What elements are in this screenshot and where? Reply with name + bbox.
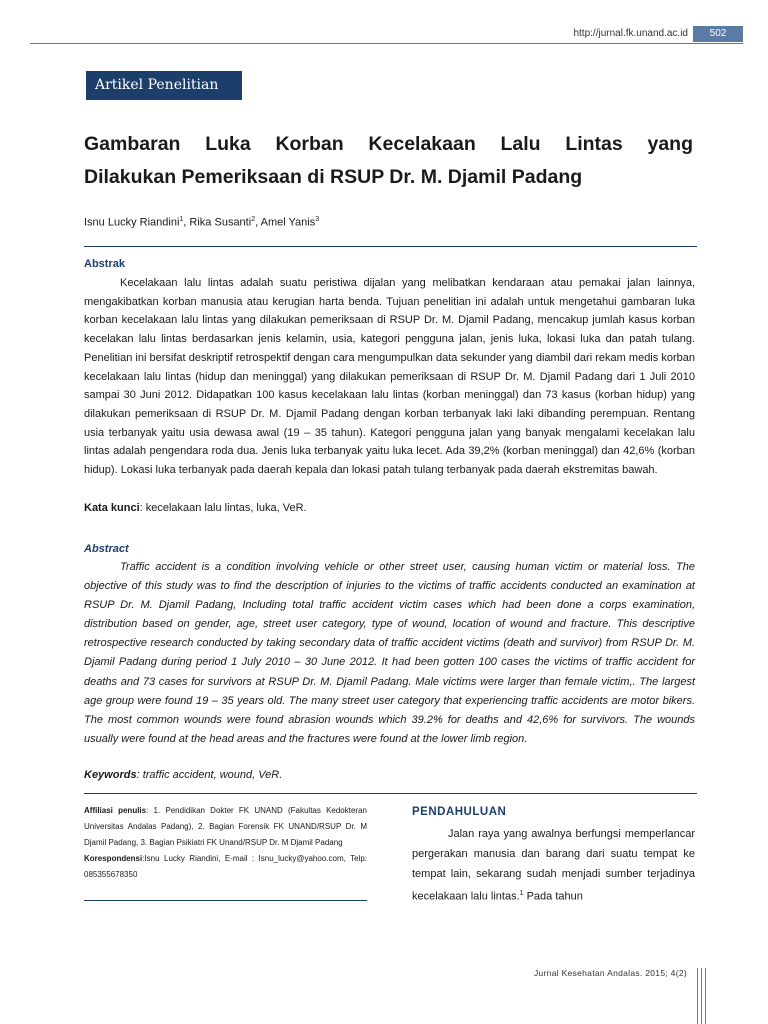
page-number-badge: 502 (693, 26, 743, 42)
pendahuluan-text-tail: Pada tahun (523, 891, 583, 904)
authors (84, 216, 319, 229)
title-line-1: Gambaran Luka Korban Kecelakaan Lalu Lintas yang (84, 133, 693, 155)
pendahuluan-text: Jalan raya yang awalnya berfungsi memperlancar pergerakan manusia dan barang dari suatu tempat ke tempat lain, sekarang sudah menjadi sumber terjadinya kecelakaan lalu lintas. (412, 828, 695, 904)
header-divider (30, 43, 743, 44)
keywords (84, 769, 282, 781)
author-name: Isnu Lucky Riandini (84, 216, 180, 229)
keywords-label: Keywords (84, 769, 137, 781)
author-name: Amel Yanis (260, 216, 316, 229)
affiliation-rule (84, 900, 367, 901)
title-line-2: Dilakukan Pemeriksaan di RSUP Dr. M. Djamil Padang (84, 166, 583, 188)
kata-kunci (84, 502, 307, 514)
author-affil-mark: 1 (179, 216, 184, 223)
pendahuluan-body (412, 825, 695, 908)
correspondence-text: :Isnu Lucky Riandini, E-mail : Isnu_lucky@yahoo.com, Telp: 085355678350 (84, 854, 367, 879)
pendahuluan-heading: PENDAHULUAN (412, 806, 507, 818)
footer-bar (697, 968, 698, 1024)
footer-bar (701, 968, 702, 1024)
keywords-values: : traffic accident, wound, VeR. (136, 769, 283, 781)
footer-bar (705, 968, 706, 1024)
author-separator: , (183, 216, 190, 229)
abstract-heading: Abstract (84, 543, 129, 555)
kata-kunci-values: : kecelakaan lalu lintas, luka, VeR. (139, 502, 307, 514)
abstrak-body (84, 274, 695, 480)
author-affil-mark: 2 (251, 216, 256, 223)
title-rule (84, 246, 697, 247)
affiliation-label: Affiliasi penulis (84, 806, 147, 815)
abstract-rule (84, 793, 697, 794)
kata-kunci-label: Kata kunci (84, 502, 140, 514)
citation-mark: 1 (519, 890, 524, 898)
journal-url[interactable]: http://jurnal.fk.unand.ac.id (573, 28, 688, 39)
affiliation-note (84, 803, 367, 883)
abstract-body (84, 558, 695, 749)
author-affil-mark: 3 (315, 216, 320, 223)
article-title (84, 128, 693, 194)
correspondence-label: Korespondensi (84, 854, 143, 863)
abstrak-paragraph: Kecelakaan lalu lintas adalah suatu peristiwa dijalan yang melibatkan kendaraan atau pemakai jalan lainnya, mengakibatkan korban manusia atau kerugian harta benda. Tujuan penelitian ini adalah untuk mengetahui gambaran luka korban kecelakaan lalu lintas yang dilakukan pemeriksaan di RSUP Dr. M. Djamil Padang, mencakup jumlah kasus korban kecelakan lalu lintas berdasarkan jenis kelamin, usia, kategori pengguna jalan, jenis luka, lokasi luka dan patah tulang. Penelitian ini bersifat deskriptif retrospektif dengan cara mengumpulkan data sekunder yang diambil dari rekam medis korban kecelakaan lalu lintas (hidup dan meninggal) yang dilakukan pemeriksaan di RSUP Dr. M. Djamil Padang dari 1 Juli 2010 sampai 30 Juni 2012. Didapatkan 100 kasus kecelakaan lalu lintas (korban meninggal) dan 73 kasus (korban hidup) yang dilakukan pemeriksaan di RSUP Dr. M. Djamil Padang dengan korban terbanyak laki laki dibanding perempuan. Rentang usia terbanyak yaitu usia dewasa awal (19 – 35 tahun). Kategori pengguna jalan yang banyak mengalami kecelakan lalu lintas adalah pengendara roda dua. Jenis luka terbanyak yaitu luka lecet. Ada 39,2% (korban meninggal) dan 42,6% (korban hidup). Lokasi luka terbanyak pada daerah kepala dan lokasi patah tulang terbanyak pada daerah ekstremitas bawah. (84, 277, 695, 477)
author-separator: , (255, 216, 261, 229)
journal-citation: Jurnal Kesehatan Andalas. 2015; 4(2) (533, 968, 687, 978)
pendahuluan-paragraph (412, 825, 695, 908)
abstract-paragraph: Traffic accident is a condition involving vehicle or other street user, causing human victim or material loss. The objective of this study was to find the description of injuries to the victims of traffic accidents conducted an examination at RSUP Dr. M. Djamil Padang, Including total traffic accident victim cases which had been done a corps examination, distribution based on gender, age, street user category, type of wound, location of wound and fracture. This descriptive retrospective research conducted by taking secondary data of traffic accident victims (death and survivor) from RSUP Dr. M. Djamil Padang during period 1 July 2010 – 30 June 2012. It had been gotten 100 cases the victims of traffic accident for deaths and 73 cases for survivors at RSUP Dr. M. Djamil Padang. Male victims were larger than female victim,. The largest age group were found 19 – 35 years old. The many street user category that experiencing traffic accidents are motor bikers. The most common wounds were found abrasion wounds which 39.2% for deaths and 42,6% for survivors. The wounds usually were found at the head areas and the fractures were found at the lower limb region. (84, 561, 695, 745)
author-name: Rika Susanti (189, 216, 252, 229)
section-tag: Artikel Penelitian (86, 71, 242, 100)
abstrak-heading: Abstrak (84, 258, 125, 270)
affiliation-text: : 1. Pendidikan Dokter FK UNAND (Fakultas Kedokteran Universitas Andalas Padang), 2. Bagian Forensik FK UNAND/RSUP Dr. M Djamil Padang, 3. Bagian Psikiatri FK Unand/RSUP Dr. M Djamil Padang (84, 806, 367, 847)
